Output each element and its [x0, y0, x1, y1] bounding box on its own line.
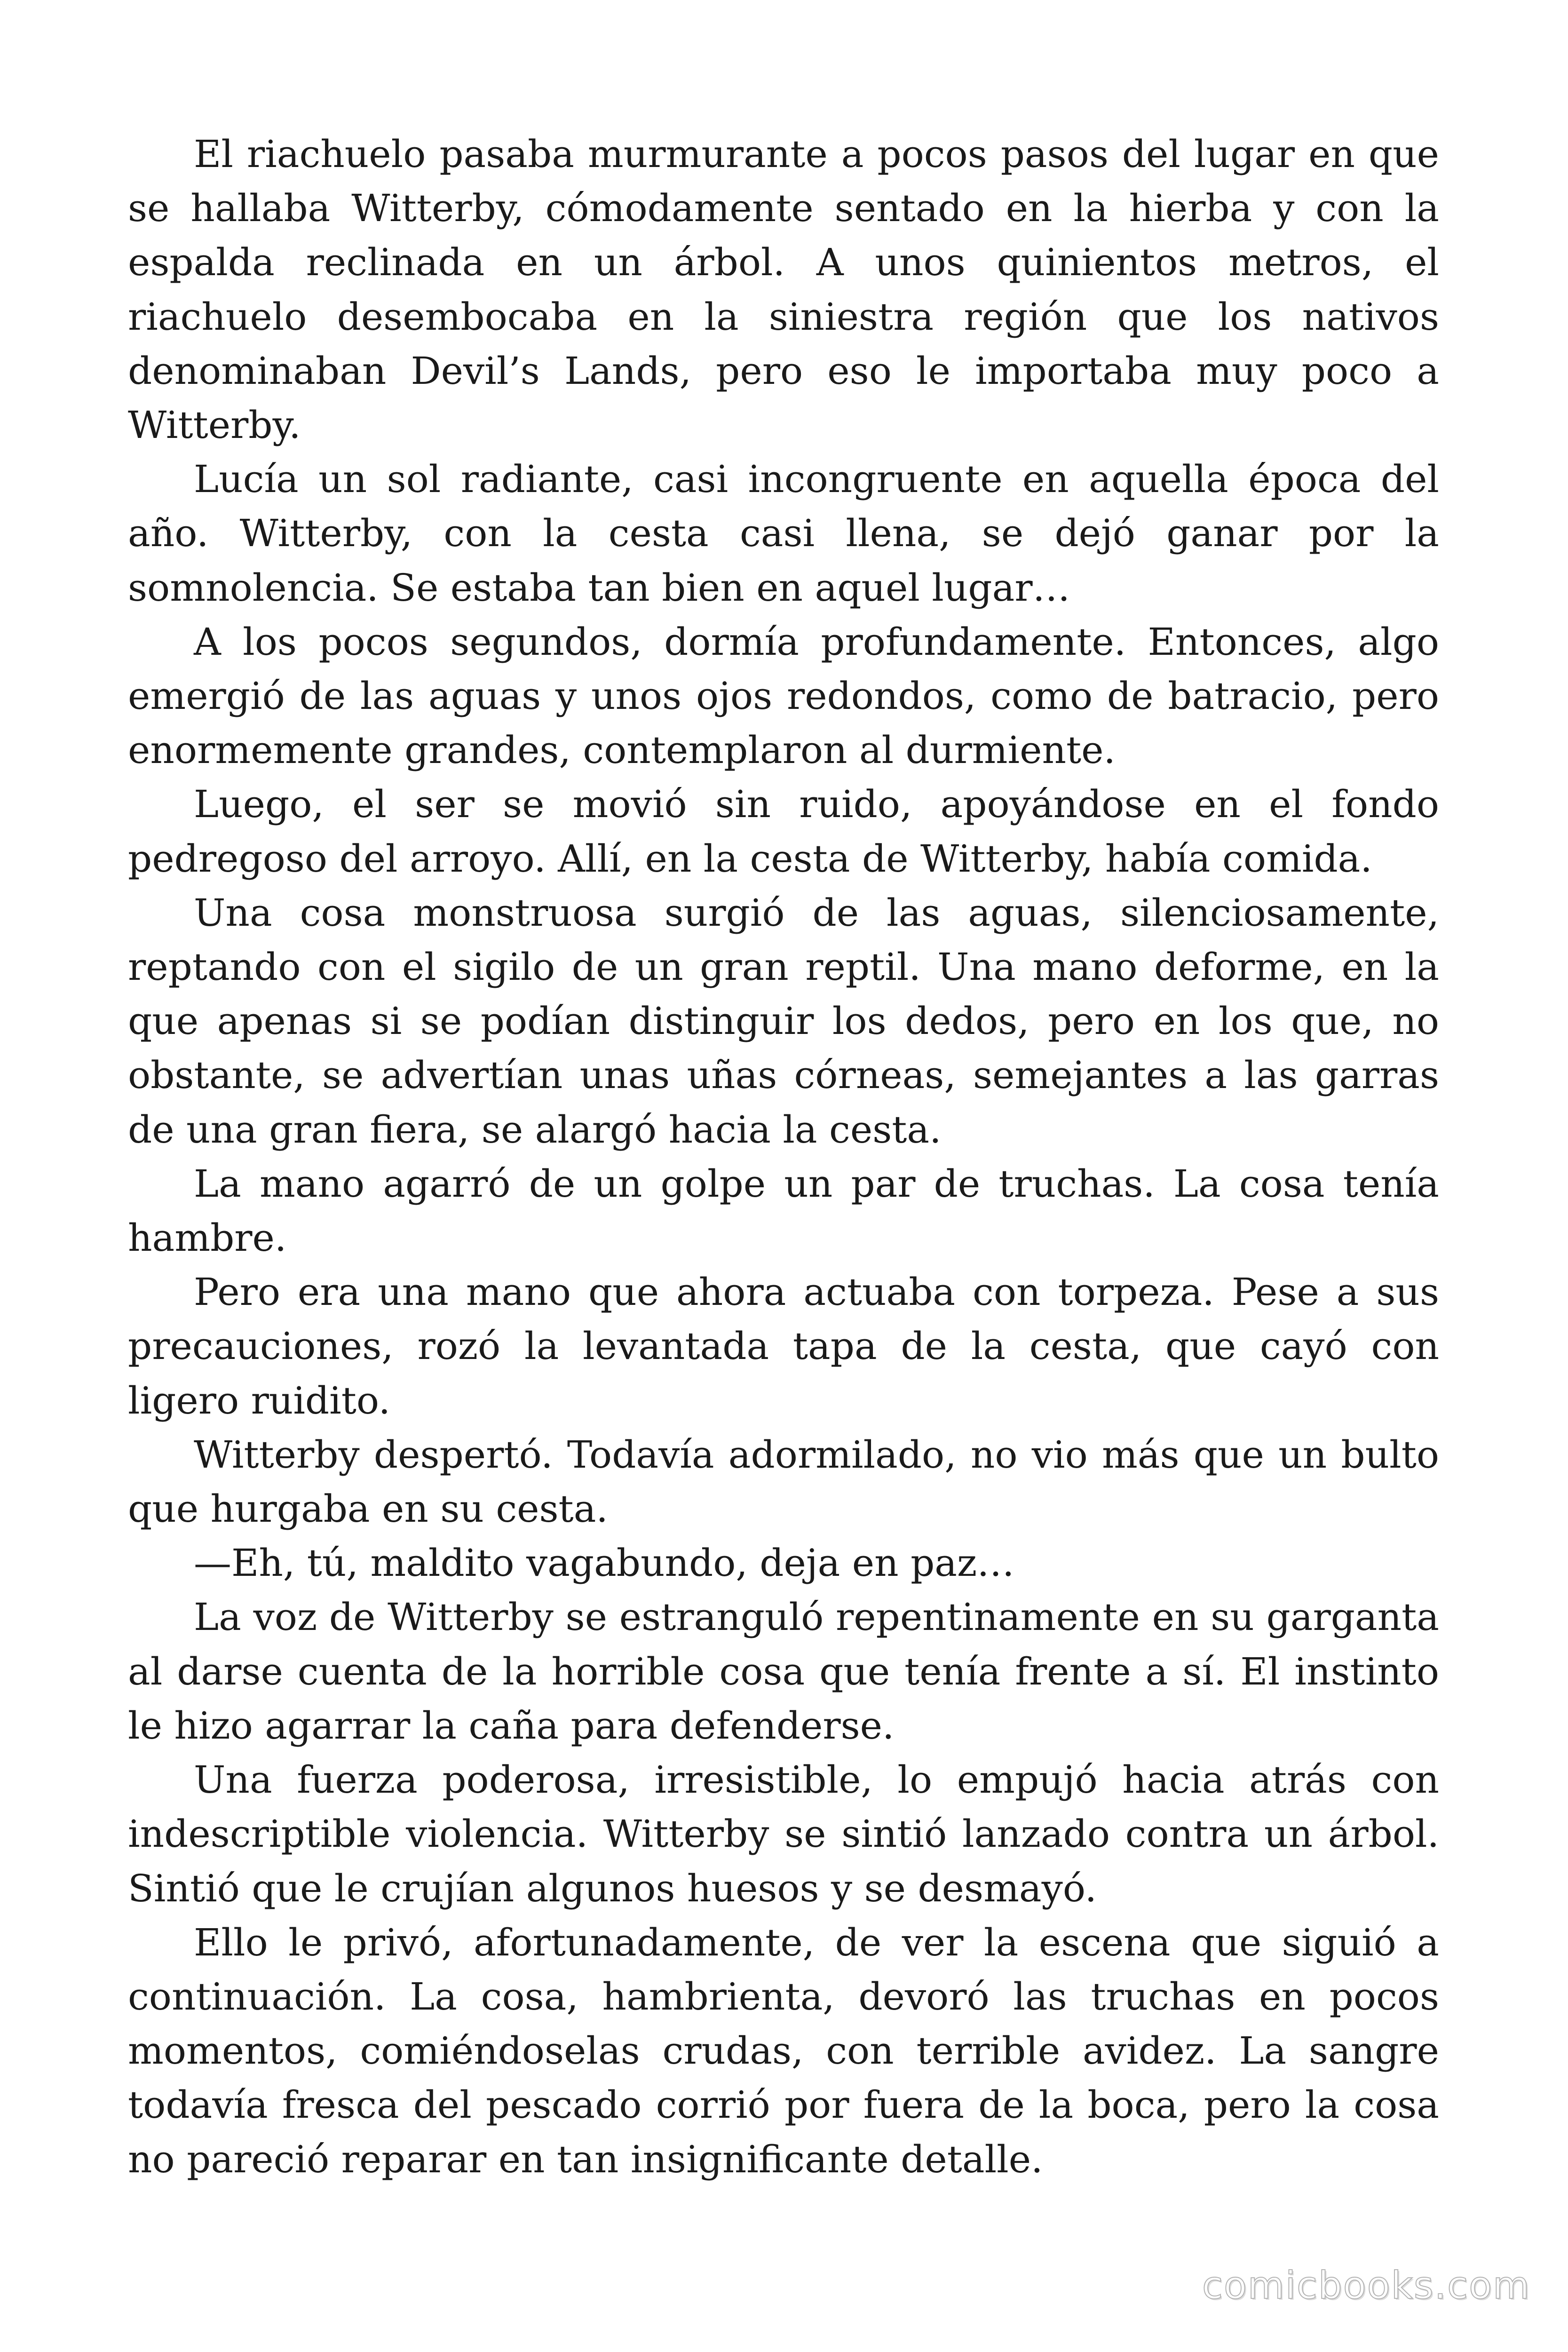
paragraph: A los pocos segundos, dormía profundamente. Entonces, algo emergió de las aguas y unos ojos redondos, como de batracio, pero enormemente grandes, contemplaron al durmiente.	[128, 620, 1439, 772]
paragraph: Ello le privó, afortunadamente, de ver la escena que siguió a continuación. La cosa, hambrienta, devoró las truchas en pocos momentos, comiéndoselas crudas, con terrible avidez. La sangre todavía fresca del pescado corrió por fuera de la boca, pero la cosa no pareció reparar en tan insignificante detalle.	[128, 1920, 1439, 2181]
page-body	[128, 127, 1439, 2186]
paragraph: La mano agarró de un golpe un par de truchas. La cosa tenía hambre.	[128, 1161, 1439, 1260]
paragraph: La voz de Witterby se estranguló repentinamente en su garganta al darse cuenta de la horrible cosa que tenía frente a sí. El instinto le hizo agarrar la caña para defenderse.	[128, 1595, 1439, 1748]
paragraph: Pero era una mano que ahora actuaba con torpeza. Pese a sus precauciones, rozó la levantada tapa de la cesta, que cayó con ligero ruidito.	[128, 1270, 1439, 1422]
paragraph: Una cosa monstruosa surgió de las aguas, silenciosamente, reptando con el sigilo de un gran reptil. Una mano deforme, en la que apenas si se podían distinguir los dedos, pero en los que, no obstante, se advertían unas uñas córneas, semejantes a las garras de una gran fiera, se alargó hacia la cesta.	[128, 890, 1439, 1152]
paragraph: Una fuerza poderosa, irresistible, lo empujó hacia atrás con indescriptible violencia. Witterby se sintió lanzado contra un árbol. Sintió que le crujían algunos huesos y se desmayó.	[128, 1758, 1439, 1910]
paragraph: Lucía un sol radiante, casi incongruente en aquella época del año. Witterby, con la cesta casi llena, se dejó ganar por la somnolencia. Se estaba tan bien en aquel lugar…	[128, 457, 1439, 610]
paragraph: —Eh, tú, maldito vagabundo, deja en paz…	[194, 1541, 1015, 1585]
paragraph: Witterby despertó. Todavía adormilado, no vio más que un bulto que hurgaba en su cesta.	[128, 1432, 1439, 1531]
watermark: comicbooks.com	[1202, 2264, 1530, 2307]
paragraph: El riachuelo pasaba murmurante a pocos pasos del lugar en que se hallaba Witterby, cómodamente sentado en la hierba y con la espalda reclinada en un árbol. A unos quinientos metros, el riachuelo desembocaba en la siniestra región que los nativos denominaban Devil’s Lands, pero eso le importaba muy poco a Witterby.	[128, 132, 1439, 447]
paragraph: Luego, el ser se movió sin ruido, apoyándose en el fondo pedregoso del arroyo. Allí, en la cesta de Witterby, había comida.	[128, 782, 1439, 881]
